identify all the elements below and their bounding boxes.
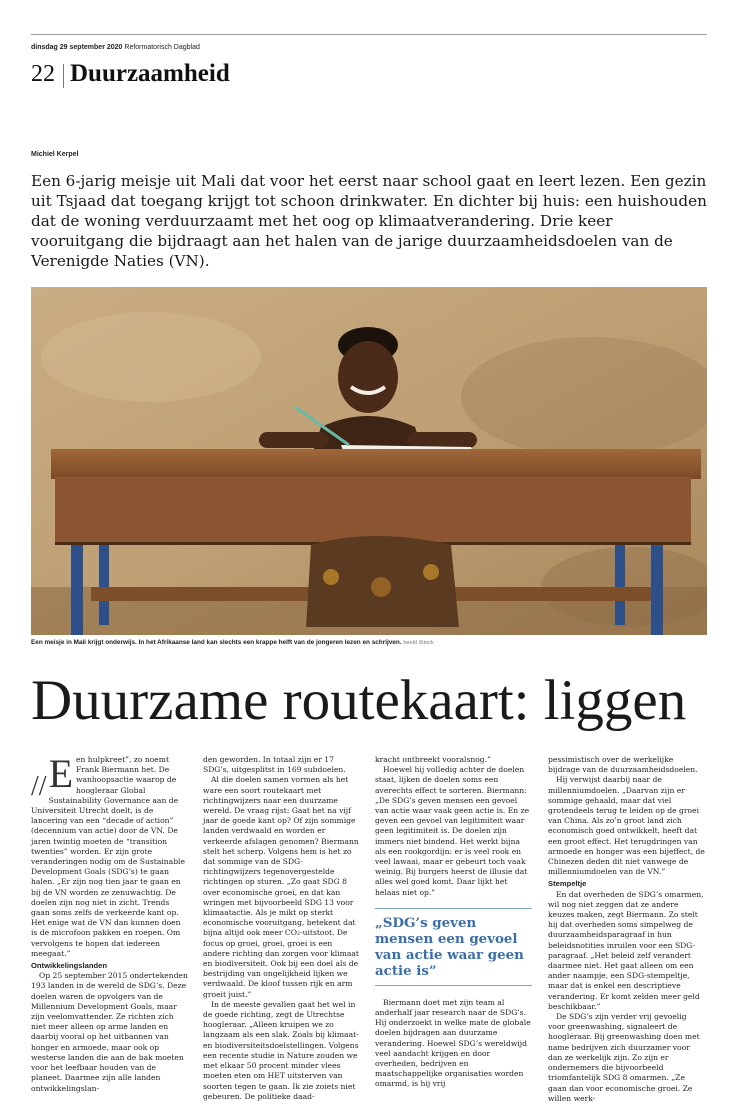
article-column-2	[203, 755, 360, 1102]
paragraph: In de meeste gevallen gaat het wel in de goede richting, zegt de Utrechtse hoogleraar. „Alleen kruipen we zo langzaam als een slak. Zoals bij klimaat- en biodiversiteitsdoelstellingen. Volgens een recente studie in Nature zouden we met elkaar 50 procent minder vlees moeten eten om HET uitsterven van soorten tegen te gaan. Ik zie zoiets niet gebeuren. De politieke daad-	[203, 999, 359, 1101]
article-column-4	[548, 755, 705, 1104]
subheading: Stempeltje	[548, 879, 587, 889]
paragraph: Hoewel hij volledig achter de doelen staat, lijken de doelen soms een averechts effect te sorteren. Biermann: „De SDG’s geven mensen een gevoel van actie waar vaak geen actie is. En ze geven een gevoel van legitimiteit waar geen legitimiteit is. De doelen zijn immers niet bindend. Het werkt bijna als een rookgordijn: er is veel rook en veel lawaai, maar er gebeurt toch vaak weinig. Bij burgers heerst de illusie dat alles wel goed komt. Daar lijkt het helaas niet op.”	[375, 765, 530, 897]
paragraph: Biermann doet met zijn team al anderhalf jaar research naar de SDG’s. Hij onderzoekt in welke mate de globale doelen bijdragen aan duurzame verandering. Hoewel SDG’s wereldwijd veel aandacht krijgen en door overheden, bedrijven en maatschappelijke organisaties worden omarmd, is hij vrij	[375, 997, 531, 1089]
paragraph: Hij verwijst daarbij naar de millenniumdoelen. „Daarvan zijn er sommige gehaald, maar dat viel grotendeels terug te leiden op de groei van China. Als zo’n groot land zich economisch goed ontwikkelt, heeft dat een groot effect. Het terugdringen van armoede en honger was een bijeffect, de Chinezen deden dit niet vanwege de millenniumdoelen van de VN.”	[548, 775, 705, 877]
author-byline: Michiel Kerpel	[31, 151, 79, 158]
paragraph: pessimistisch over de werkelijke bijdrage van de duurzaamheidsdoelen.	[548, 755, 698, 775]
article-column-3	[375, 755, 532, 1090]
paragraph: den geworden. In totaal zijn er 17 SDG’s, uitgesplitst in 169 subdoelen.	[203, 755, 346, 775]
paragraph: Al die doelen samen vormen als het ware een soort routekaart met richtingwijzers naar een duurzame wereld. De vraag rijst: Gaat het na vijf jaar de goede kant op? Of zijn sommige landen verdwaald en worden er verkeerde afslagen genomen? Biermann stelt het scherp. Volgens hem is het zo dat sommige van de SDG-richtingwijzers tegenovergestelde richtingen op sturen. „Zo gaat SDG 8 over economische groei, en dat kan wringen met bijvoorbeeld SDG 13 voor klimaatactie. Als je mikt op sterkt economische vooruitgang, betekent dat bijna altijd ook meer CO₂-uitstoot. De focus op groei, groei, groei is een andere richting dan zorgen voor klimaat en biodiversiteit. Ook bij een doel als de bestrijding van ongelijkheid lijken we verdwaald. De kloof tussen rijk en arm groeit juist.”	[203, 775, 359, 999]
page-number-divider	[63, 64, 64, 88]
subheading: Ontwikkelingslanden	[31, 961, 107, 971]
page-number: 22	[31, 61, 55, 87]
photo-caption	[31, 639, 707, 646]
top-rule	[31, 34, 707, 35]
photo-credit: beeld iStock	[403, 640, 434, 646]
newspaper-name: Reformatorisch Dagblad	[124, 44, 200, 51]
paragraph: en hulpkreet”, zo noemt Frank Biermann het. De wanhoopsactie waarop de hoogleraar Global Sustainability Governance aan de Universiteit Utrecht doelt, is de lancering van een “decade of action” (decennium van actie) door de VN. De jaren twintig moeten de “transition twenties” worden. Er zijn grote veranderingen nodig om de Sustainable Development Goals (SDG’s) te gaan halen. „Er zijn nog tien jaar te gaan en bij de VN worden ze zenuwachtig. De doelen zijn nog niet in zicht. Trends gaan soms zelfs de verkeerde kant op. Het enige wat de VN dan kunnen doen is de microfoon pakken en roepen. Om vervolgens te hopen dat iedereen meegaat.”	[31, 755, 185, 958]
article-headline: Duurzame routekaart: liggen	[31, 669, 687, 732]
pull-quote: „SDG’s geven mensen een gevoel van actie waar geen actie is”	[375, 908, 532, 986]
paragraph: kracht ontbreekt vooralsnog.”	[375, 755, 491, 764]
article-photo	[31, 287, 707, 635]
drop-cap: E	[48, 751, 73, 796]
opening-quote-mark: //	[31, 771, 47, 802]
caption-text: Een meisje in Mali krijgt onderwijs. In het Afrikaanse land kan slechts een krappe helft van de jongeren lezen en schrijven.	[31, 639, 402, 646]
article-intro: Een 6-jarig meisje uit Mali dat voor het eerst naar school gaat en leert lezen. Een gezin uit Tsjaad dat toegang krijgt tot schoon drinkwater. En dichter bij huis: een huishouden dat de woning verduurzaamt met het oog op klimaatverandering. Drie keer vooruitgang die bijdraagt aan het halen van de jarige duurzaamheidsdoelen van de Verenigde Naties (VN).	[31, 172, 707, 270]
paragraph: Op 25 september 2015 ondertekenden 193 landen in de wereld de SDG’s. Deze doelen waren de opvolgers van de Millennium Development Goals, maar zijn veelomvattender. Ze richten zich niet meer alleen op arme landen en daarbij vooral op het uitbannen van honger en armoede, maar ook op westerse landen die aan de bak moeten voor het leefbaar houden van de planeet. Daarmee zijn alle landen ontwikkelingslan-	[31, 971, 188, 1093]
section-title: Duurzaamheid	[70, 60, 230, 87]
issue-date: dinsdag 29 september 2020	[31, 44, 123, 51]
dateline	[31, 44, 200, 51]
paragraph: En dat overheden de SDG’s omarmen, wil nog niet zeggen dat ze andere keuzes maken, zegt Biermann. Zo stelt hij dat overheden soms simpelweg de duurzaamheidsparagraaf in hun beleidsnotities inruilen voor een SDG-paragraaf. „Het beleid zelf verandert daarmee niet. Het gaat alleen om een ander naampje, een SDG-stempeltje, maar dat is enkel een descriptieve verandering. Er komt zelden meer geld beschikbaar.”	[548, 889, 704, 1011]
paragraph: De SDG’s zijn verder vrij gevoelig voor greenwashing, signaleert de hoogleraar. Bij greenwashing doen met name bedrijven zich duurzamer voor dan ze werkelijk zijn. Zo zijn er ondernemers die bijvoorbeeld triomfantelijk SDG 8 omarmen. „Ze gaan dan voor economische groei. Ze willen werk-	[548, 1012, 700, 1103]
article-column-1	[31, 751, 188, 1094]
